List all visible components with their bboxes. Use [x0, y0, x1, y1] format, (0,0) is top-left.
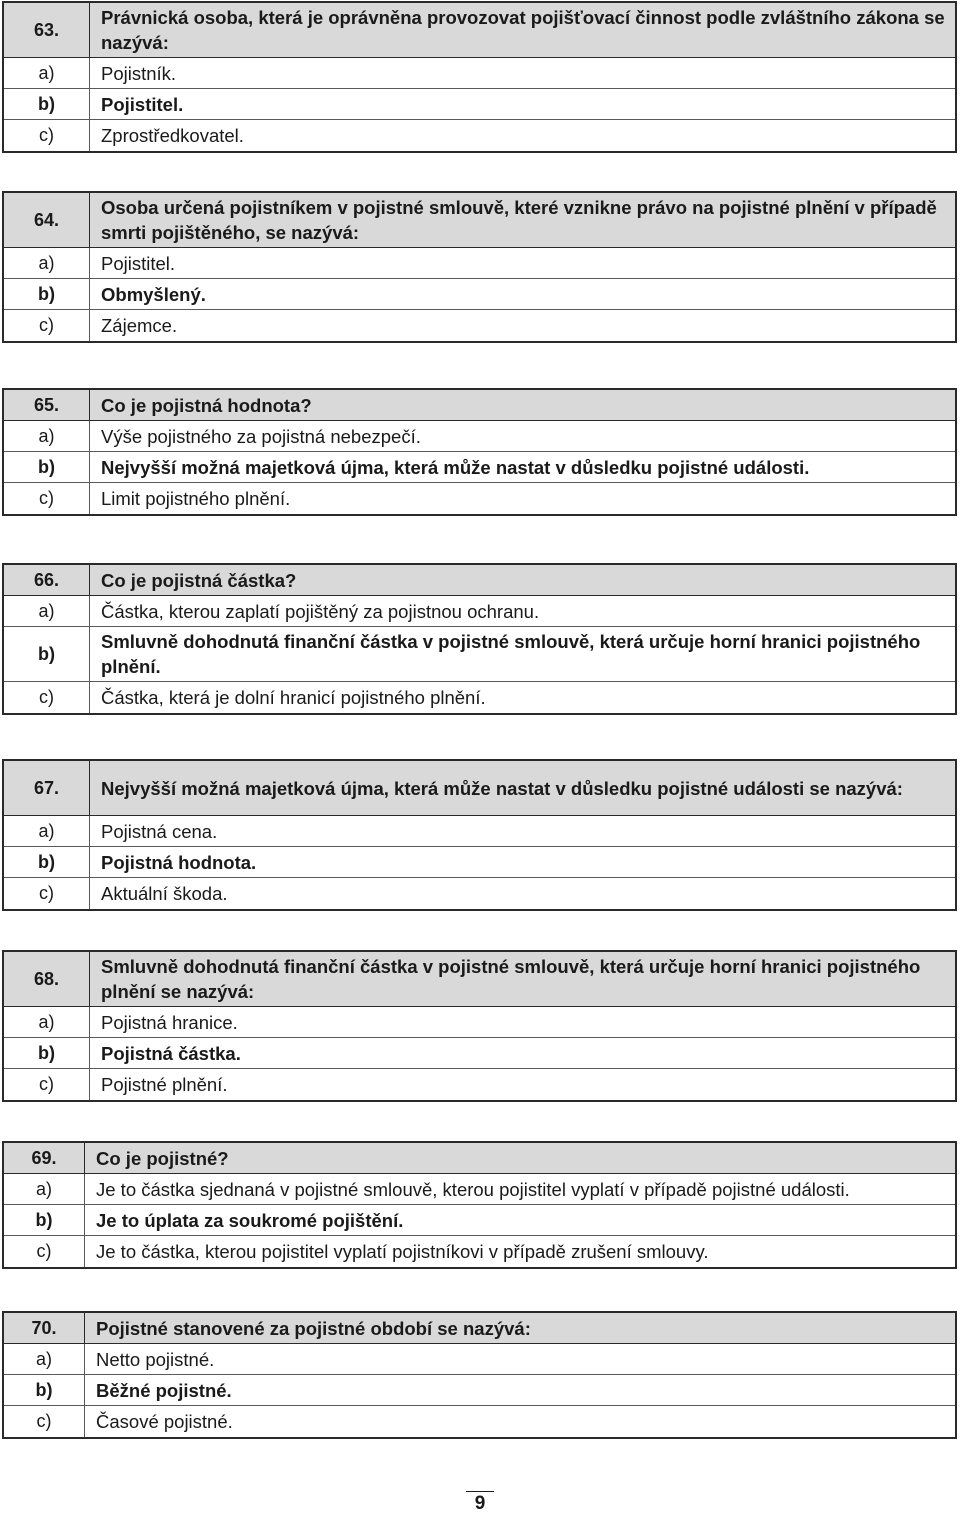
answer-text: Obmyšlený. — [101, 283, 206, 305]
answer-letter: b) — [4, 1205, 85, 1235]
answer-letter: b) — [4, 627, 90, 681]
answer-option — [4, 58, 955, 89]
answer-text: Pojistná částka. — [101, 1042, 241, 1064]
answer-option — [4, 1007, 955, 1038]
answer-letter: c) — [4, 483, 90, 514]
answer-letter: b) — [4, 279, 90, 309]
question-header — [4, 390, 955, 421]
answer-letter: b) — [4, 847, 90, 877]
answer-text: Pojistitel. — [101, 93, 184, 115]
answer-option — [4, 483, 955, 514]
question-text: Co je pojistná hodnota? — [101, 394, 312, 416]
question-block-68 — [2, 950, 957, 1102]
answer-text: Pojistné plnění. — [101, 1074, 228, 1095]
answer-text: Pojistná cena. — [101, 820, 218, 842]
question-number: 66. — [4, 565, 90, 595]
answer-text: Pojistná hodnota. — [101, 851, 257, 873]
question-number: 67. — [4, 761, 90, 815]
answer-letter: a) — [4, 248, 90, 278]
question-header — [4, 3, 955, 58]
answer-letter: a) — [4, 58, 90, 88]
answer-option — [4, 1344, 955, 1375]
answer-option — [4, 878, 955, 909]
answer-option — [4, 596, 955, 627]
question-text: Nejvyšší možná majetková újma, která může nastat v důsledku pojistné události se nazývá: — [101, 777, 903, 799]
answer-letter: a) — [4, 1007, 90, 1037]
answer-letter: a) — [4, 1174, 85, 1204]
question-block-64 — [2, 191, 957, 343]
answer-text: Běžné pojistné. — [96, 1379, 232, 1401]
question-header — [4, 565, 955, 596]
question-block-70 — [2, 1311, 957, 1439]
answer-letter: c) — [4, 1069, 90, 1100]
question-number: 70. — [4, 1313, 85, 1343]
answer-option — [4, 816, 955, 847]
answer-text: Pojistitel. — [101, 252, 176, 274]
answer-letter: c) — [4, 1406, 85, 1437]
answer-option — [4, 682, 955, 713]
answer-text: Pojistná hranice. — [101, 1011, 238, 1033]
answer-option — [4, 248, 955, 279]
answer-text: Zprostředkovatel. — [101, 125, 244, 146]
answer-text: Částka, kterou zaplatí pojištěný za pojistnou ochranu. — [101, 600, 540, 622]
answer-text: Časové pojistné. — [96, 1411, 233, 1432]
answer-option — [4, 421, 955, 452]
answer-text: Nejvyšší možná majetková újma, která může nastat v důsledku pojistné události. — [101, 456, 810, 478]
answer-text: Je to úplata za soukromé pojištění. — [96, 1209, 404, 1231]
answer-option-correct — [4, 452, 955, 483]
answer-letter: b) — [4, 89, 90, 119]
question-header — [4, 952, 955, 1007]
question-text: Co je pojistná částka? — [101, 569, 297, 591]
answer-letter: a) — [4, 596, 90, 626]
answer-text: Je to částka sjednaná v pojistné smlouvě, kterou pojistitel vyplatí v případě pojistné události. — [96, 1178, 850, 1200]
page-number: 9 — [466, 1491, 494, 1514]
question-block-69 — [2, 1141, 957, 1269]
answer-text: Limit pojistného plnění. — [101, 488, 291, 509]
answer-text: Částka, která je dolní hranicí pojistného plnění. — [101, 687, 486, 708]
answer-text: Zájemce. — [101, 315, 178, 336]
answer-letter: a) — [4, 421, 90, 451]
answer-option-correct — [4, 89, 955, 120]
answer-letter: a) — [4, 816, 90, 846]
answer-option — [4, 1406, 955, 1437]
question-block-65 — [2, 388, 957, 516]
answer-option-correct — [4, 1205, 955, 1236]
answer-text: Je to částka, kterou pojistitel vyplatí pojistníkovi v případě zrušení smlouvy. — [96, 1241, 709, 1262]
answer-letter: c) — [4, 878, 90, 909]
question-header — [4, 193, 955, 248]
answer-option-correct — [4, 1375, 955, 1406]
question-header — [4, 1143, 955, 1174]
question-text: Co je pojistné? — [96, 1147, 229, 1169]
answer-option — [4, 1069, 955, 1100]
question-header — [4, 761, 955, 816]
answer-letter: b) — [4, 1375, 85, 1405]
answer-text: Smluvně dohodnutá finanční částka v pojistné smlouvě, která určuje horní hranici pojistného plnění. — [101, 631, 921, 677]
answer-letter: c) — [4, 310, 90, 341]
answer-option — [4, 120, 955, 151]
answer-option-correct — [4, 847, 955, 878]
answer-letter: a) — [4, 1344, 85, 1374]
question-number: 63. — [4, 3, 90, 57]
question-text: Smluvně dohodnutá finanční částka v pojistné smlouvě, která určuje horní hranici pojistného plnění se nazývá: — [101, 956, 921, 1002]
answer-letter: c) — [4, 682, 90, 713]
question-header — [4, 1313, 955, 1344]
answer-option — [4, 1236, 955, 1267]
answer-option-correct — [4, 627, 955, 682]
question-text: Osoba určená pojistníkem v pojistné smlouvě, které vznikne právo na pojistné plnění v případě smrti pojištěného, se nazývá: — [101, 197, 937, 243]
answer-letter: c) — [4, 120, 90, 151]
question-text: Pojistné stanovené za pojistné období se nazývá: — [96, 1317, 531, 1339]
question-number: 69. — [4, 1143, 85, 1173]
question-block-66 — [2, 563, 957, 715]
answer-option-correct — [4, 1038, 955, 1069]
question-text: Právnická osoba, která je oprávněna provozovat pojišťovací činnost podle zvláštního zákona se nazývá: — [101, 7, 945, 53]
answer-letter: b) — [4, 452, 90, 482]
answer-letter: b) — [4, 1038, 90, 1068]
question-block-67 — [2, 759, 957, 911]
answer-option — [4, 1174, 955, 1205]
answer-text: Aktuální škoda. — [101, 883, 228, 904]
question-number: 64. — [4, 193, 90, 247]
answer-text: Netto pojistné. — [96, 1348, 215, 1370]
question-number: 65. — [4, 390, 90, 420]
answer-text: Výše pojistného za pojistná nebezpečí. — [101, 425, 421, 447]
answer-option-correct — [4, 279, 955, 310]
question-block-63 — [2, 1, 957, 153]
question-number: 68. — [4, 952, 90, 1006]
answer-letter: c) — [4, 1236, 85, 1267]
answer-text: Pojistník. — [101, 62, 177, 84]
answer-option — [4, 310, 955, 341]
